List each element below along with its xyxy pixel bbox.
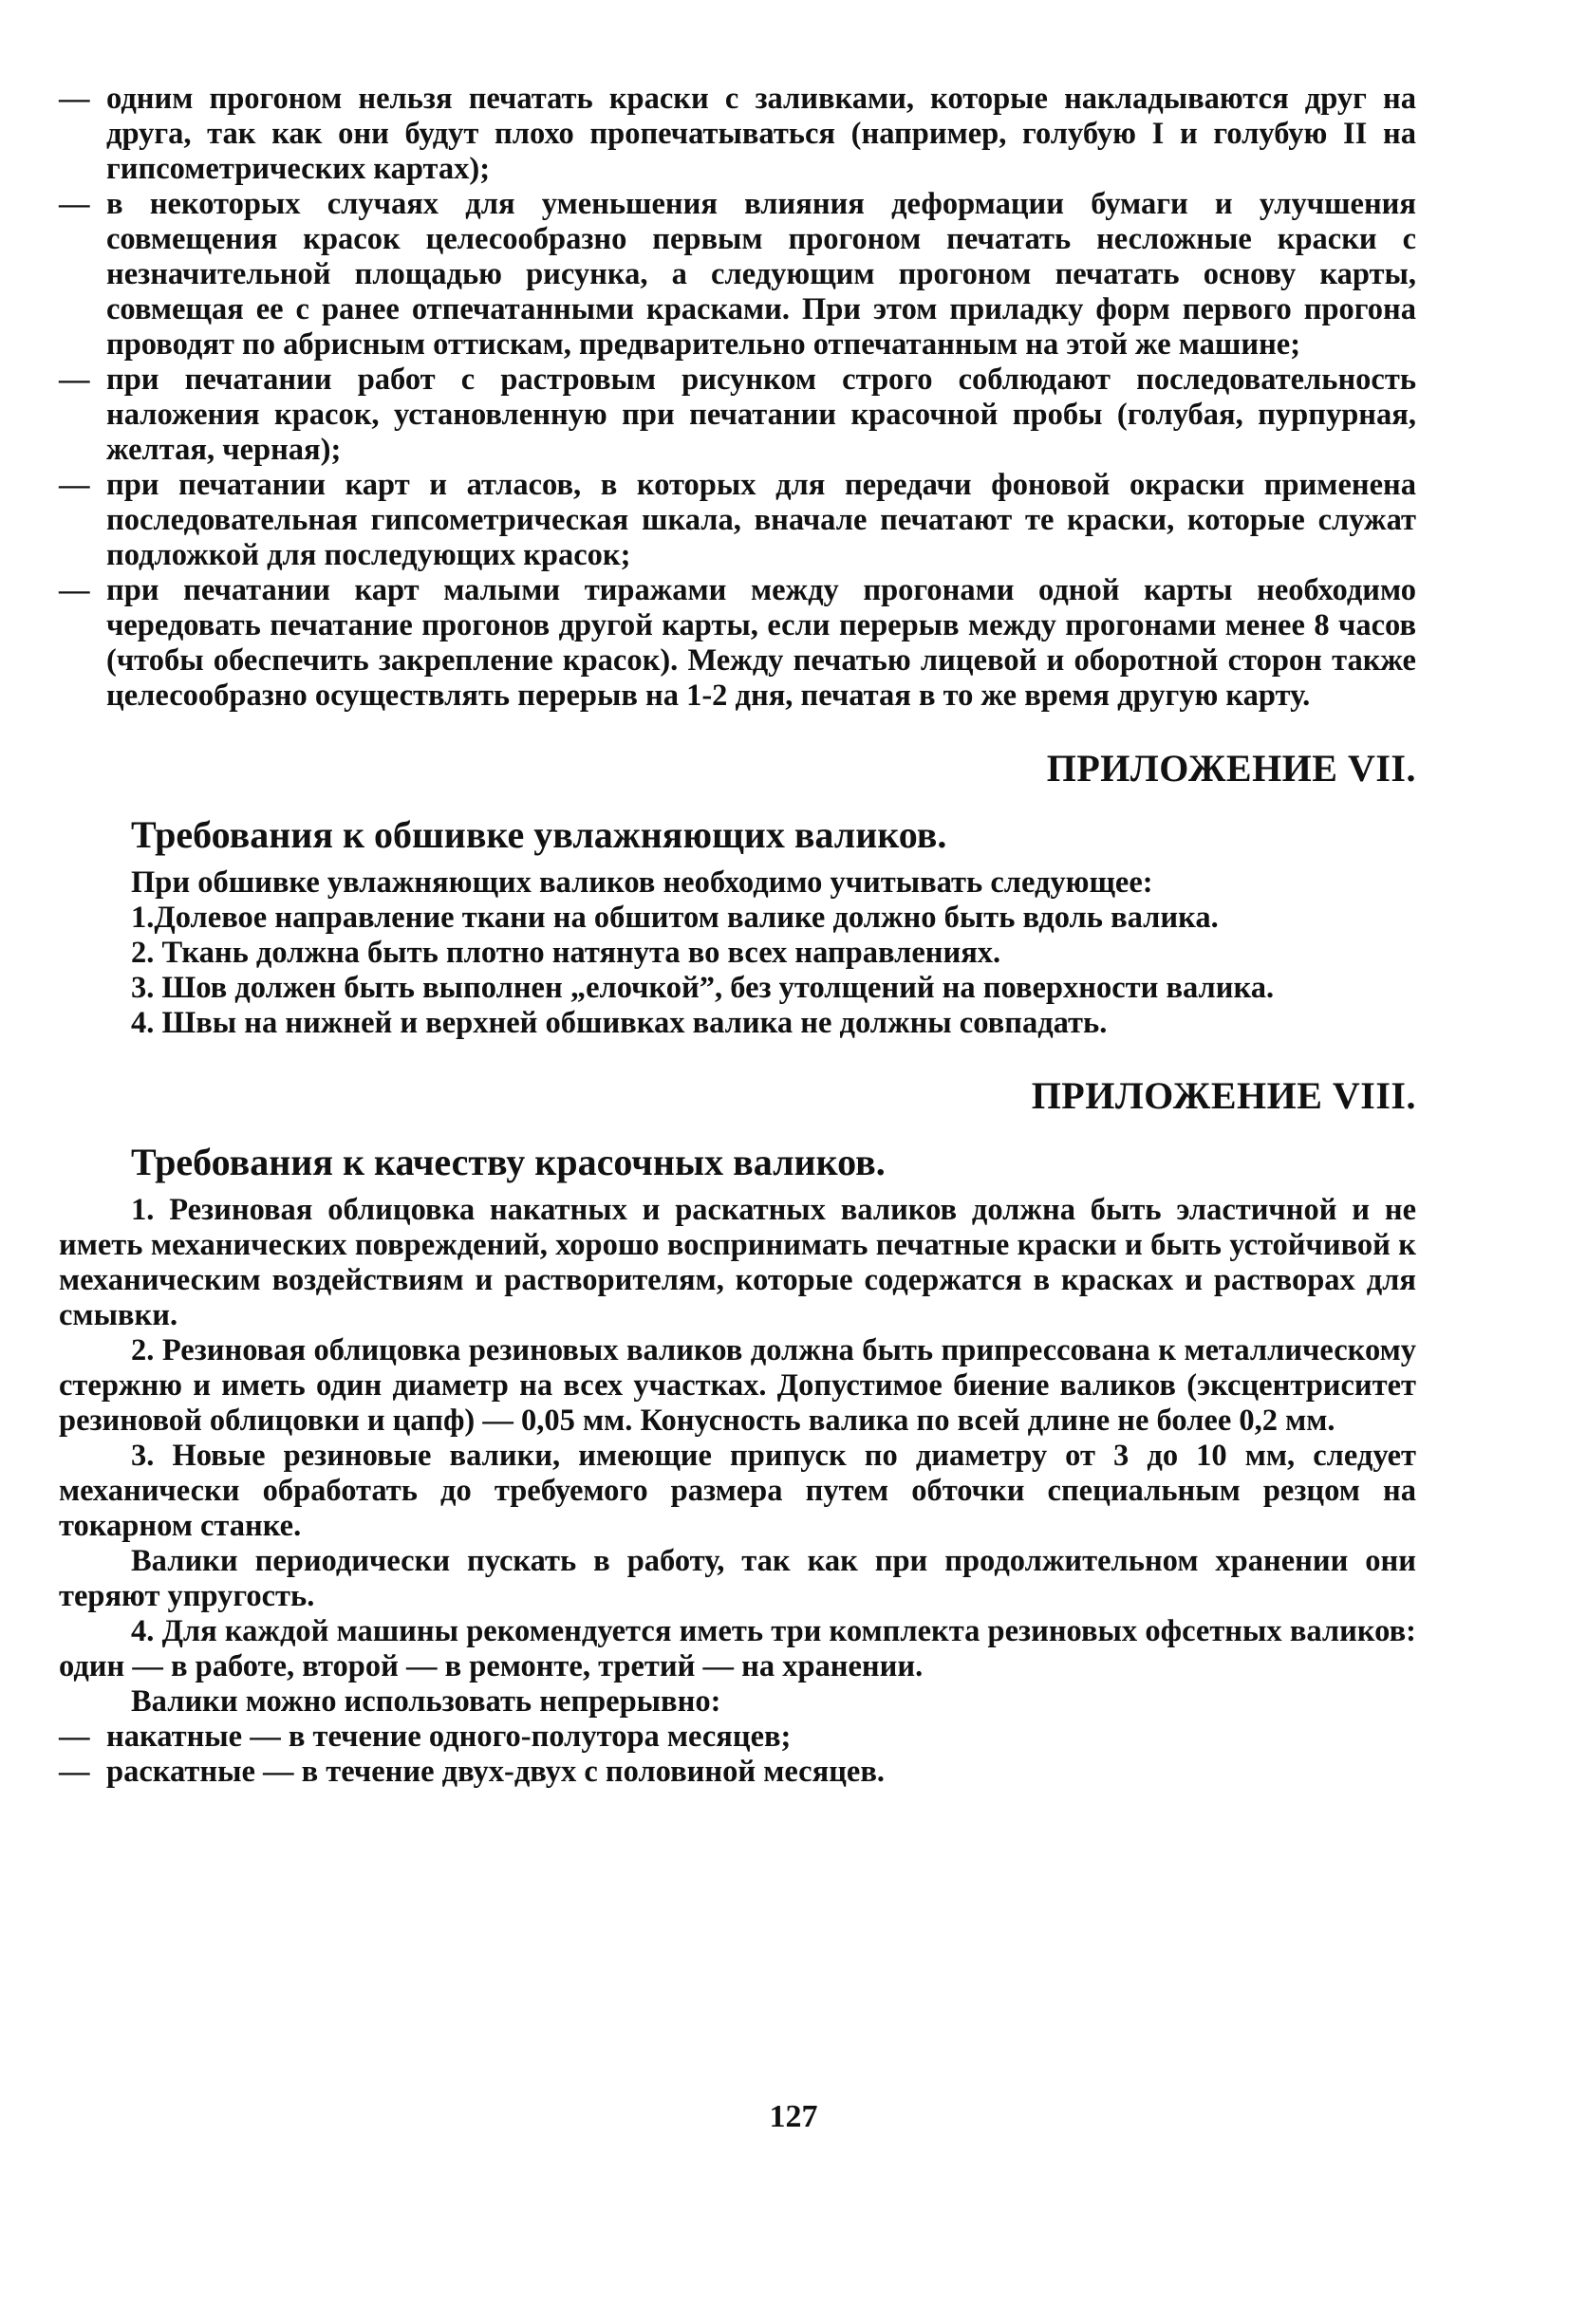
- list-item: — при печатании карт малыми тиражами между прогонами одной карты необходимо чередовать печатание прогонов другой карты, если перерыв между прогонами менее 8 часов (чтобы обеспечить закрепление красок). Между печатью лицевой и оборотной сторон также целесообразно осуществлять перерыв на 1-2 дня, печатая в то же время другую карту.: [59, 573, 1416, 714]
- list-item: — в некоторых случаях для уменьшения влияния деформации бумаги и улучшения совмещения красок целесообразно первым прогоном печатать несложные краски с незначительной площадью рисунка, а следующим прогоном печатать основу карты, совмещая ее с ранее отпечатанными красками. При этом приладку форм первого прогона проводят по абрисным оттискам, предварительно отпечатанным на этой же машине;: [59, 187, 1416, 363]
- paragraph: 2. Резиновая облицовка резиновых валиков должна быть припрессована к металлическому стержню и иметь один диаметр на всех участках. Допустимое биение валиков (эксцентриситет резиновой облицовки и цапф) — 0,05 мм. Конусность валика по всей длине не более 0,2 мм.: [59, 1333, 1416, 1438]
- list-item: — раскатные — в течение двух-двух с половиной месяцев.: [59, 1755, 1416, 1790]
- appendix-7-title: Требования к обшивке увлажняющих валиков.: [131, 813, 947, 856]
- paragraph: 1.Долевое направление ткани на обшитом валике должно быть вдоль валика.: [131, 901, 1219, 935]
- page-number: 127: [769, 2099, 818, 2134]
- paragraph: 4. Для каждой машины рекомендуется иметь три комплекта резиновых офсетных валиков: один — в работе, второй — в ремонте, третий — на хранении.: [59, 1614, 1416, 1683]
- paragraph: Валики можно использовать непрерывно:: [131, 1684, 721, 1719]
- list-item: — при печатании работ с растровым рисунком строго соблюдают последовательность наложения красок, установленную при печатании красочной пробы (голубая, пурпурная, желтая, черная);: [59, 363, 1416, 468]
- paragraph: 4. Швы на нижней и верхней обшивках валика не должны совпадать.: [131, 1006, 1108, 1040]
- top-dash-list: [59, 82, 1416, 714]
- bottom-dash-list: [59, 1720, 1416, 1790]
- paragraph: 1. Резиновая облицовка накатных и раскатных валиков должна быть эластичной и не иметь механических повреждений, хорошо воспринимать печатные краски и быть устойчивой к механическим воздействиям и растворителям, которые содержатся в красках и растворах для смывки.: [59, 1193, 1416, 1332]
- appendix-8-title: Требования к качеству красочных валиков.: [131, 1141, 886, 1183]
- paragraph: 3. Новые резиновые валики, имеющие припуск по диаметру от 3 до 10 мм, следует механически обработать до требуемого размера путем обточки специальным резцом на токарном станке.: [59, 1439, 1416, 1543]
- appendix-8-label: ПРИЛОЖЕНИЕ VIII.: [1031, 1074, 1416, 1117]
- paragraph: 2. Ткань должна быть плотно натянута во всех направлениях.: [131, 936, 1001, 970]
- paragraph: При обшивке увлажняющих валиков необходимо учитывать следующее:: [131, 865, 1153, 900]
- page-content: [59, 82, 1416, 1790]
- paragraph: 3. Шов должен быть выполнен „елочкой”, без утолщений на поверхности валика.: [131, 971, 1275, 1005]
- list-item: — одним прогоном нельзя печатать краски с заливками, которые накладываются друг на друга, так как они будут плохо пропечатываться (например, голубую I и голубую II на гипсометрических картах);: [59, 82, 1416, 187]
- list-item: — накатные — в течение одного-полутора месяцев;: [59, 1720, 1416, 1755]
- paragraph: Валики периодически пускать в работу, так как при продолжительном хранении они теряют упругость.: [59, 1544, 1416, 1613]
- list-item: — при печатании карт и атласов, в которых для передачи фоновой окраски применена последовательная гипсометрическая шкала, вначале печатают те краски, которые служат подложкой для последующих красок;: [59, 468, 1416, 573]
- appendix-7-label: ПРИЛОЖЕНИЕ VII.: [1046, 747, 1416, 790]
